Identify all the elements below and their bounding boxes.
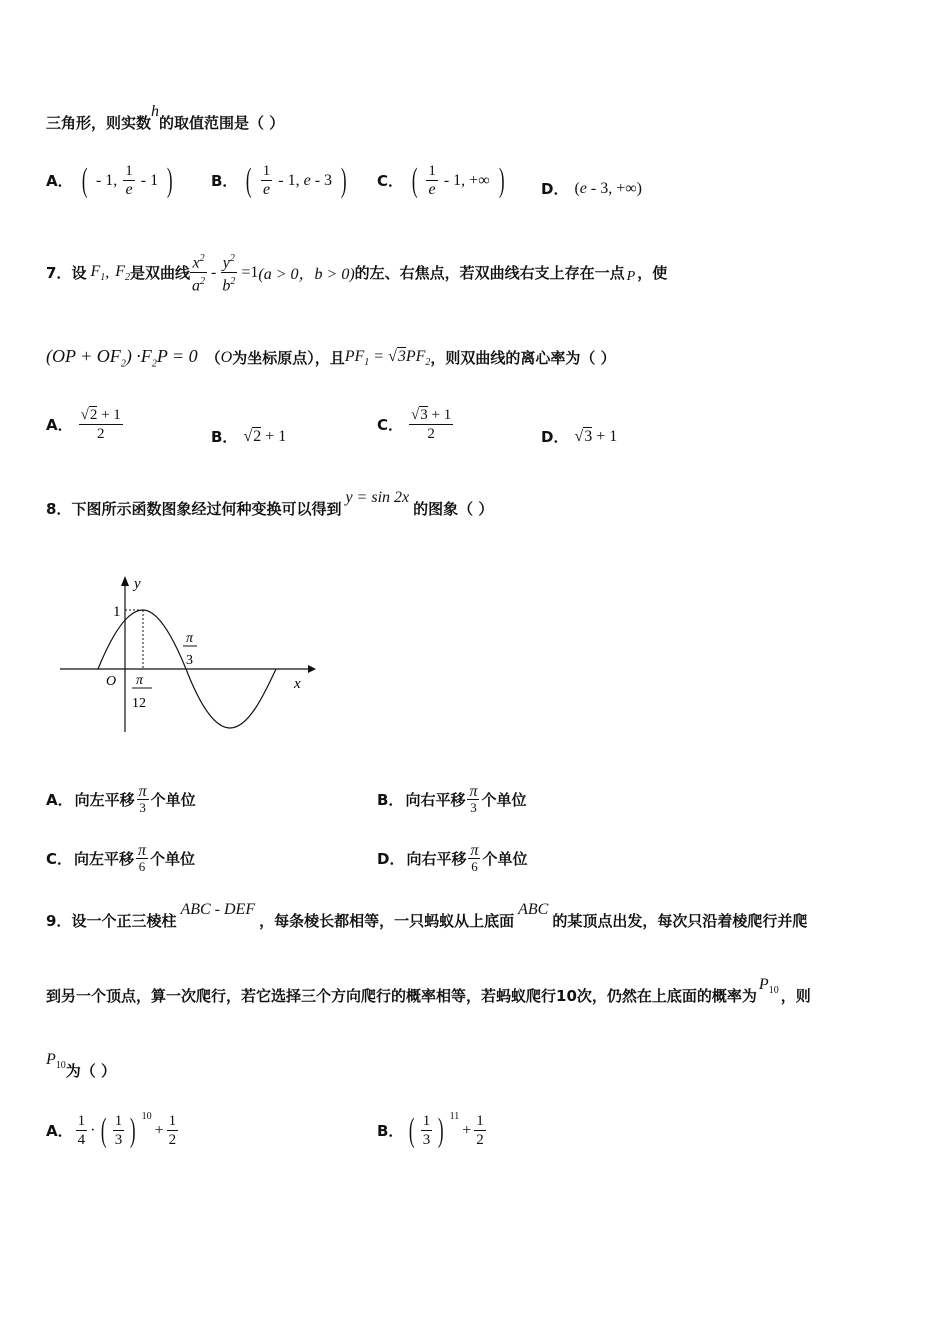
q7-option-b[interactable]: B． √2 + 1 [211, 427, 287, 446]
q8-option-a[interactable]: A． 向左平移 $\frac{\pi}{3}$ 个单位 [46, 783, 196, 815]
q9-option-b[interactable]: B． ( $\frac{1}{3}$ ) $^{11}$ + $\frac{1}{2}$ [377, 1111, 484, 1149]
origin-label: O [106, 674, 117, 689]
q7-option-d[interactable]: D． √3 + 1 [541, 427, 618, 446]
x-axis-arrow [308, 665, 316, 673]
y-axis-arrow [121, 576, 129, 586]
var-h: h [151, 103, 160, 120]
q7-stem-line2: $(OP + OF_2) \cdot F_2P = 0$ （ O 为坐标原点），且 $PF_1 = √3PF_2$ ，则双曲线的离心率为（ ） [46, 346, 616, 370]
q7-option-c[interactable]: C． $\frac{√3 + 1}{2}$ [377, 407, 452, 442]
q6-stem: 三角形，则实数h的取值范围是（ ） [46, 103, 285, 132]
svg-text:π: π [186, 631, 194, 646]
q8-option-d[interactable]: D． 向右平移 $\frac{\pi}{6}$ 个单位 [377, 842, 528, 874]
tick-pi-3 [183, 631, 197, 668]
x-label: x [294, 676, 301, 692]
q6-option-c[interactable]: C． ( $\frac{1}{e}$ - 1, +∞ ) [377, 161, 505, 199]
q7-stem-line1: 7． 设 $F_1$ , $F_2$ 是双曲线 $\frac{x^2}{a^2}$ - $\frac{y^2}{b^2}$ =1 (a > 0，b > 0) 的左、右焦点，若双曲线右支上存在一点 P ，使 [46, 250, 667, 296]
q8-option-b[interactable]: B． 向右平移 $\frac{\pi}{3}$ 个单位 [377, 783, 527, 815]
q6-option-d[interactable]: D． (e - 3, +∞) [541, 179, 642, 198]
svg-text:3: 3 [186, 653, 193, 668]
svg-text:12: 12 [132, 696, 146, 711]
sine-graph [58, 572, 318, 742]
q7-option-a[interactable]: A． $\frac{√2 + 1}{2}$ [46, 407, 121, 442]
peak-label: 1 [113, 604, 121, 620]
q9-option-a[interactable]: A． $\frac{1}{4}$ · ( $\frac{1}{3}$ ) $^{10}$ + $\frac{1}{2}$ [46, 1111, 177, 1149]
q8-option-c[interactable]: C． 向左平移 $\frac{\pi}{6}$ 个单位 [46, 842, 196, 874]
q6-option-b[interactable]: B． ( $\frac{1}{e}$ - 1, e - 3 ) [211, 161, 347, 199]
q9-stem-line2: 到另一个顶点，算一次爬行，若它选择三个方向爬行的概率相等，若蚂蚁爬行10次，仍然在上底面的概率为$P_{10}$ ，则 [46, 976, 811, 1005]
y-label: y [134, 576, 141, 592]
q8-stem: 8．下图所示函数图象经过何种变换可以得到y = sin 2x的图象（ ） [46, 489, 494, 518]
svg-text:π: π [136, 673, 144, 688]
q6-option-a[interactable]: A． ( - 1, $\frac{1}{e}$ - 1 ) [46, 161, 173, 199]
q9-stem-line3: $P_{10}$为（ ） [46, 1051, 117, 1080]
tick-pi-12 [132, 673, 152, 711]
q9-stem-line1: 9．设一个正三棱柱ABC - DEF，每条棱长都相等，一只蚂蚁从上底面ABC的某顶点出发，每次只沿着棱爬行并爬 [46, 901, 808, 930]
